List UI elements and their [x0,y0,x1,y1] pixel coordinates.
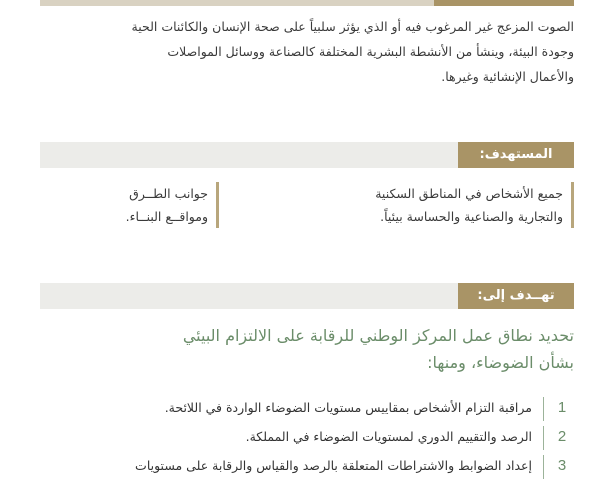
top-rule [40,0,574,6]
item-divider [543,455,544,479]
item-number: 1 [557,399,567,416]
item-text: مراقبة التزام الأشخاص بمقاييس مستويات الضوضاء الواردة في اللائحة. [164,400,532,415]
aims-list-item [40,452,574,481]
item-number: 2 [557,428,567,445]
targeted-column-roads [126,182,219,228]
item-text: الرصد والتقييم الدوري لمستويات الضوضاء في المملكة. [245,429,532,444]
item-divider [543,397,544,421]
targeted-line: جميع الأشخاص في المناطق السكنية [375,186,563,201]
aims-title-line: بشأن الضوضاء، ومنها: [427,353,574,372]
targeted-block [40,182,574,232]
definition-line: والأعمال الإنشائية وغيرها. [441,69,574,84]
definition-line: وجودة البيئة، وينشأ من الأنشطة البشرية المختلفة كالصناعة ووسائل المواصلات [167,44,574,59]
targeted-line: ومواقــع البنــاء. [125,209,208,224]
definition-paragraph [40,14,574,89]
aims-title-line: تحديد نطاق عمل المركز الوطني للرقابة على الالتزام البيئي [182,326,574,345]
definition-line: الصوت المزعج غير المرغوب فيه أو الذي يؤثر سلبياً على صحة الإنسان والكائنات الحية [131,19,574,34]
item-divider [543,426,544,450]
aims-section-header [40,283,574,309]
targeted-line: والتجارية والصناعية والحساسة بيئياً. [380,209,563,224]
targeted-heading: المستهدف: [458,142,574,168]
item-number: 3 [557,457,567,474]
item-text: إعداد الضوابط والاشتراطات المتعلقة بالرصد والقياس والرقابة على مستويات [135,458,532,473]
aims-list [40,394,574,481]
targeted-column-residential [375,182,574,228]
targeted-line: جوانب الطــرق [129,186,208,201]
aims-heading: تهــدف إلى: [458,283,574,309]
aims-title [40,322,574,376]
aims-list-item [40,394,574,423]
aims-list-item [40,423,574,452]
targeted-section-header [40,142,574,168]
